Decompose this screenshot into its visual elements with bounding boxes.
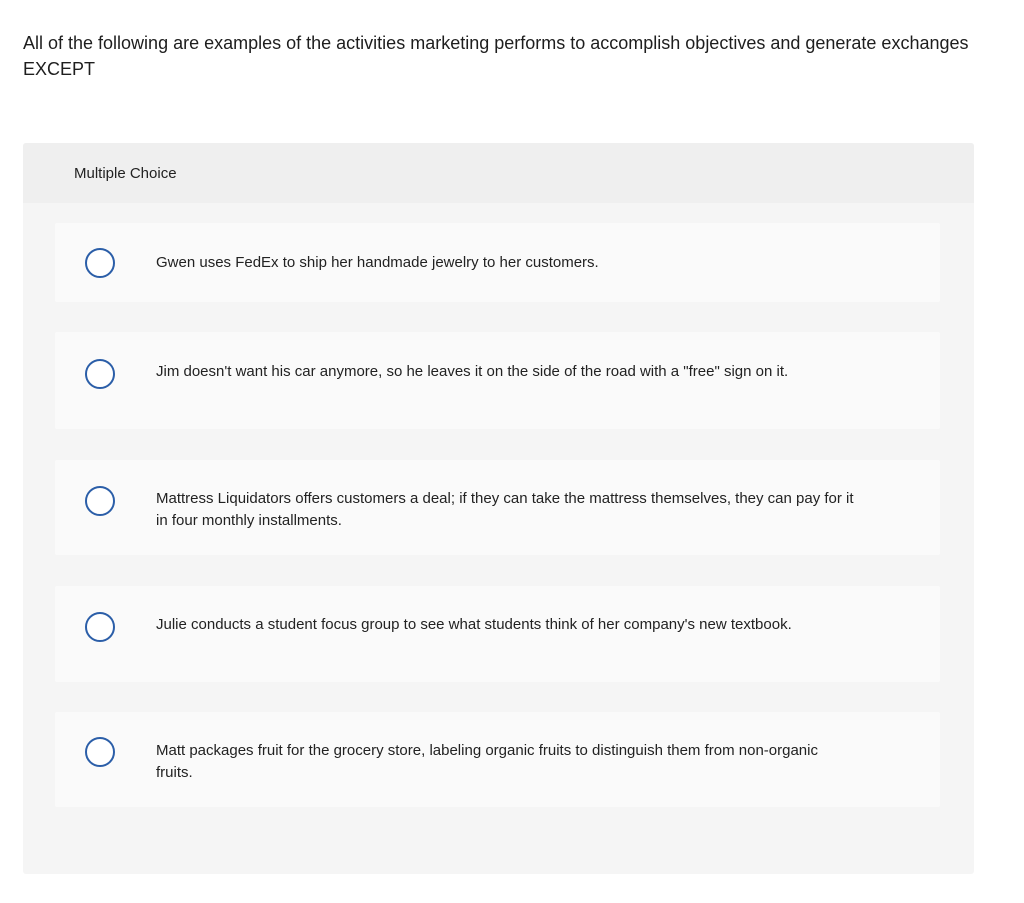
- answer-option-5-label: Matt packages fruit for the grocery store, labeling organic fruits to distinguish them from non-organic fruits.: [156, 742, 818, 781]
- radio-button-4[interactable]: [85, 612, 115, 642]
- answer-option-4[interactable]: [55, 586, 940, 682]
- answer-option-2-label: Jim doesn't want his car anymore, so he leaves it on the side of the road with a "free" sign on it.: [156, 363, 789, 380]
- answer-option-4-label: Julie conducts a student focus group to see what students think of her company's new textbook.: [156, 616, 792, 633]
- radio-button-2[interactable]: [85, 359, 115, 389]
- multiple-choice-panel: [23, 143, 974, 874]
- answer-option-1-label: Gwen uses FedEx to ship her handmade jewelry to her customers.: [156, 254, 599, 271]
- radio-button-3[interactable]: [85, 486, 115, 516]
- radio-button-5[interactable]: [85, 737, 115, 767]
- answer-option-3-label: Mattress Liquidators offers customers a deal; if they can take the mattress themselves, they can pay for it in four monthly installments.: [156, 490, 854, 529]
- radio-button-1[interactable]: [85, 248, 115, 278]
- answer-option-5[interactable]: [55, 712, 940, 807]
- panel-header: Multiple Choice: [23, 143, 974, 203]
- answer-option-1[interactable]: [55, 223, 940, 302]
- answer-option-2[interactable]: [55, 332, 940, 429]
- question-text: All of the following are examples of the activities marketing performs to accomplish objectives and generate exchanges EXCEPT: [23, 33, 969, 79]
- answer-option-3[interactable]: [55, 460, 940, 555]
